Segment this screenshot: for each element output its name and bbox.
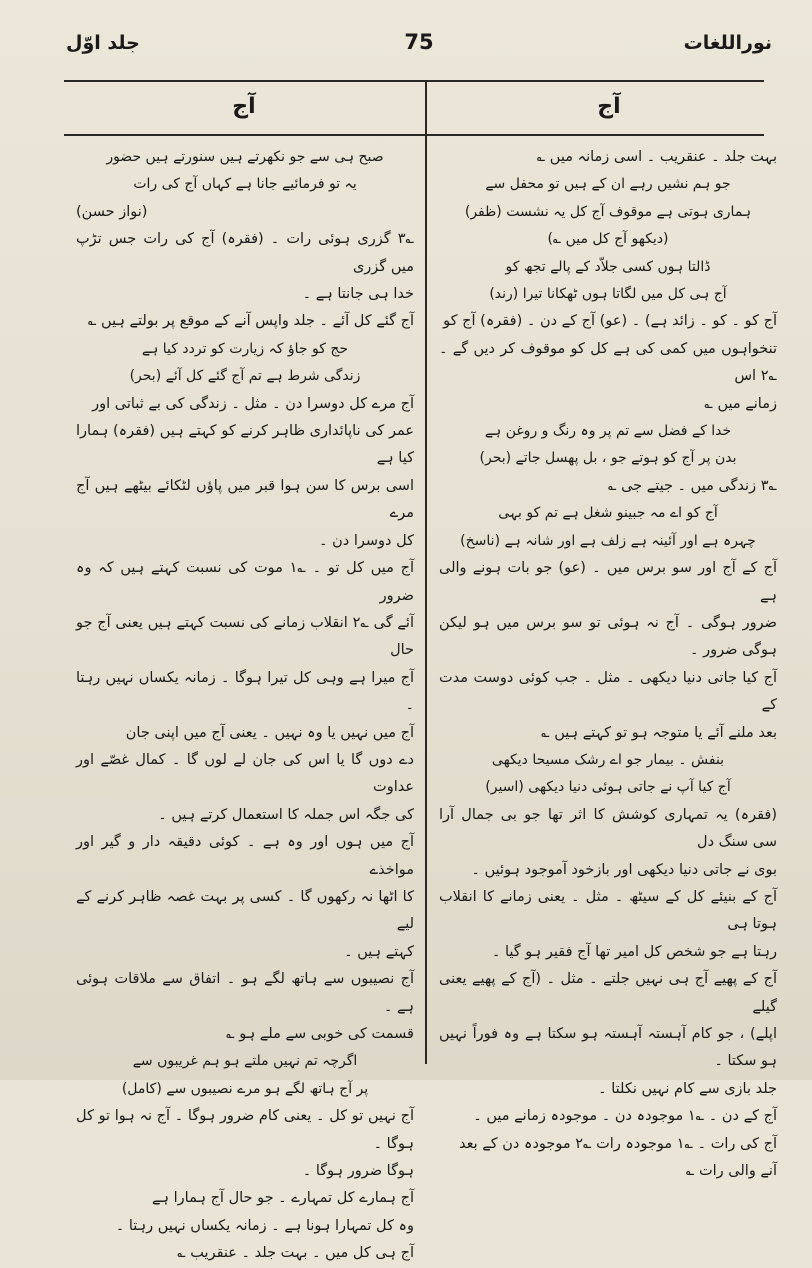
entry-line: آنے والی رات ؎ bbox=[685, 1163, 777, 1180]
entry-line: ہوگا ضرور ہوگا ۔ bbox=[302, 1163, 414, 1180]
entry-line: وہ کل تمہارا ہونا ہے ۔ زمانہ یکساں نہیں رہتا ۔ bbox=[115, 1217, 414, 1234]
running-head bbox=[66, 28, 772, 64]
entry-line: آج میں نہیں یا وہ نہیں ۔ یعنی آج میں اپنی جان bbox=[125, 724, 414, 741]
verse-line: زندگی شرط ہے تم آج گئے کل آئے (بحر) bbox=[129, 368, 361, 385]
two-column-frame bbox=[64, 80, 777, 1262]
entry-line: آج کے پھیے آج ہی نہیں جلتے ۔ مثل ۔ (آج کے پھیے یعنی گیلے bbox=[439, 971, 777, 1015]
entry-line: خدا ہی جانتا ہے ۔ bbox=[302, 286, 414, 303]
entry-line: ؎۳ گزری ہوئی رات ۔ (فقرہ) آج کی رات جس تڑپ میں گزری bbox=[76, 231, 414, 275]
entry-line: اپلے) ، جو کام آہستہ آہستہ ہو سکتا ہے وہ فوراً نہیں ہو سکتا ۔ bbox=[439, 1026, 777, 1070]
verse-line: بدن پر آج کو ہوتے جو ، بل پھسل جاتے (بحر) bbox=[479, 450, 737, 467]
entry-line: زمانے میں ؎ bbox=[704, 395, 777, 412]
entry-line: کا اٹھا نہ رکھوں گا ۔ کسی پر بہت غصہ ظاہر کرنے کے لیے bbox=[76, 888, 414, 933]
verse-line: چہرہ ہے اور آئینہ ہے زلف ہے اور شانہ ہے (ناسخ) bbox=[460, 532, 756, 549]
entry-line: قسمت کی خوبی سے ملے ہو ؎ bbox=[226, 1026, 414, 1042]
page-number: 75 bbox=[404, 30, 434, 54]
entry-line: عمر کی ناپائداری ظاہر کرنے کو کہتے ہیں (فقرہ) ہمارا کیا ہے bbox=[76, 423, 414, 467]
entry-line: آج میرا ہے وہی کل تیرا ہوگا ۔ زمانہ یکساں نہیں رہتا ۔ bbox=[76, 669, 414, 714]
entry-line: آج کو ۔ کو ۔ زائد ہے) ۔ (عو) آج کے دن ۔ (فقرہ) آج کو bbox=[443, 313, 777, 330]
entry-line: آئے گی ؎۲ انقلاب زمانے کی نسبت کہتے ہیں یعنی آج جو حال bbox=[76, 614, 414, 659]
verse-line: آج کیا آپ نے جاتی ہوئی دنیا دیکھی (اسیر) bbox=[485, 779, 731, 796]
verse-line: بنفش ۔ بیمار جو اے رشک مسیحا دیکھی bbox=[491, 751, 725, 768]
heading-rule bbox=[64, 134, 764, 136]
verse-line: اگرچہ تم نہیں ملتے ہو ہم غریبوں سے bbox=[132, 1053, 358, 1070]
entry-line: تنخواہوں میں کمی کی ہے کل کو موقوف کر دیں گے ۔ ؎۲ اس bbox=[439, 340, 777, 385]
entry-line: اسی برس کا سن ہوا قبر میں پاؤں لٹکائے بیٹھے ہیں آج مرے bbox=[76, 477, 414, 522]
entry-line: رہتا ہے جو شخص کل امیر تھا آج فقیر ہو گیا ۔ bbox=[491, 943, 777, 960]
entry-line: آج کیا جاتی دنیا دیکھی ۔ مثل ۔ جب کوئی دوست مدت کے bbox=[439, 669, 777, 714]
verse-line: ڈالتا ہوں کسی جلاّد کے پالے تجھ کو bbox=[505, 258, 711, 275]
verse-line: آج ہی کل میں لگاتا ہوں ٹھکانا تیرا (رند) bbox=[489, 286, 727, 303]
entry-line: آج میں کل تو ۔ ؎۱ موت کی نسبت کہتے ہیں کہ وہ ضرور bbox=[76, 560, 414, 604]
column-divider bbox=[425, 82, 427, 1064]
verse-line: آج کو اے مہ جبینو شغل ہے تم کو بہی bbox=[498, 505, 718, 522]
left-column-heading: آج bbox=[232, 94, 256, 119]
entry-line: دے دوں گا یا اس کی جان لے لوں گا ۔ کمال غصّے اور عداوت bbox=[76, 751, 414, 796]
entry-line: آج کی رات ۔ ؎۱ موجودہ رات ؎۲ موجودہ دن کے بعد bbox=[458, 1135, 777, 1152]
right-column bbox=[439, 144, 777, 1185]
entry-line: بعد ملنے آئے یا متوجہ ہو تو کہتے ہیں ؎ bbox=[541, 724, 777, 741]
entry-line: آج نصیبوں سے ہاتھ لگے ہو ۔ اتفاق سے ملاقات ہوئی ہے ۔ bbox=[76, 971, 414, 1015]
verse-line: یہ تو فرمائیے جانا ہے کہاں آج کی رات bbox=[133, 176, 357, 193]
verse-line: خدا کے فضل سے تم پر وہ رنگ و روغن ہے bbox=[484, 423, 732, 440]
entry-line: بہت جلد ۔ عنقریب ۔ اسی زمانہ میں ؎ bbox=[536, 149, 777, 165]
entry-line: جلد بازی سے کام نہیں نکلتا ۔ bbox=[598, 1080, 777, 1097]
entry-line: ضرور ہوگی ۔ آج نہ ہوئی تو سو برس میں ہو لیکن ہوگی ضرور ۔ bbox=[439, 614, 777, 659]
entry-line: آج ہی کل میں ۔ بہت جلد ۔ عنقریب ؎ bbox=[177, 1245, 414, 1262]
entry-line: آج مرے کل دوسرا دن ۔ مثل ۔ زندگی کی بے ثباتی اور bbox=[92, 395, 414, 412]
verse-line: ہماری ہوتی ہے موقوف آج کل یہ نشست (ظفر) bbox=[464, 203, 752, 220]
entry-line: آج گئے کل آئے ۔ جلد واپس آنے کے موقع پر بولتے ہیں ؎ bbox=[87, 313, 414, 330]
entry-line: آج کے آج اور سو برس میں ۔ (عو) جو بات ہونے والی ہے bbox=[439, 560, 777, 604]
left-column bbox=[76, 144, 414, 1268]
entry-line: کہتے ہیں ۔ bbox=[344, 943, 414, 960]
entry-line: کل دوسرا دن ۔ bbox=[319, 532, 414, 549]
entry-line: آج نہیں تو کل ۔ یعنی کام ضرور ہوگا ۔ آج نہ ہوا تو کل ہوگا ۔ bbox=[76, 1108, 414, 1152]
entry-line: آج میں ہوں اور وہ ہے ۔ کوئی دقیقہ دار و گیر اور مواخذے bbox=[76, 834, 414, 878]
entry-line: بوی نے جاتی دنیا دیکھی اور بازخود آموجود ہوئیں ۔ bbox=[471, 861, 777, 878]
entry-line: ؎۳ زندگی میں ۔ جیتے جی ؎ bbox=[607, 477, 777, 494]
poet-credit: (نواز حسن) bbox=[76, 203, 148, 220]
entry-line: آج ہمارے کل تمہارے ۔ جو حال آج ہمارا ہے bbox=[152, 1190, 414, 1207]
verse-line: پر آج ہاتھ لگے ہو مرے نصیبوں سے (کامل) bbox=[121, 1080, 369, 1097]
book-title: نوراللغات bbox=[683, 32, 772, 54]
entry-line: (دیکھو آج کل میں ؎) bbox=[547, 231, 669, 248]
verse-line: جو ہم نشیں رہے ان کے ہیں تو محفل سے bbox=[485, 176, 731, 193]
entry-line: (فقرہ) یہ تمہاری کوشش کا اثر تھا جو بی جمال آرا سی سنگ دل bbox=[439, 806, 777, 851]
volume-label: جلد اوّل bbox=[66, 32, 140, 54]
entry-line: کی جگہ اس جملہ کا استعمال کرتے ہیں ۔ bbox=[158, 806, 414, 823]
verse-line: صبح ہی سے جو نکھرتے ہیں سنورتے ہیں حضور bbox=[106, 149, 384, 165]
entry-line: آج کے دن ۔ ؎۱ موجودہ دن ۔ موجودہ زمانے میں ۔ bbox=[473, 1108, 777, 1125]
entry-line: آج کے بنیئے کل کے سیٹھ ۔ مثل ۔ یعنی زمانے کا انقلاب ہوتا ہی bbox=[439, 888, 777, 933]
right-column-heading: آج bbox=[597, 94, 621, 119]
verse-line: حج کو جاؤ کہ زیارت کو تردد کیا ہے bbox=[141, 340, 349, 357]
